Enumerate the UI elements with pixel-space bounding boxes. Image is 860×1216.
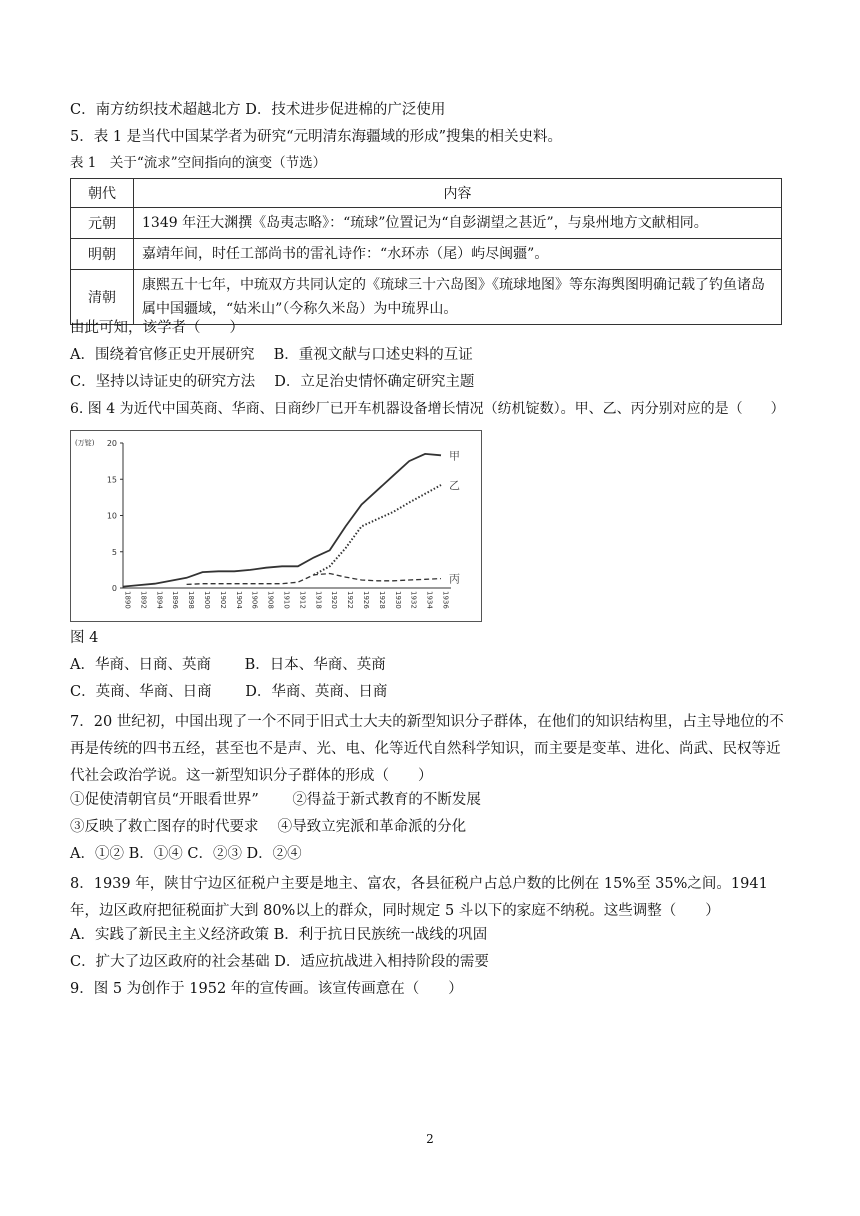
q7-options: A．①② B．①④ C．②③ D．②④ [70, 846, 302, 862]
y-axis-unit: (万锭) [75, 439, 95, 447]
row-content: 嘉靖年间，时任工部尚书的雷礼诗作：“水环赤（尾）屿尽闽疆”。 [134, 239, 782, 270]
q6-options-ab: A．华商、日商、英商 B．日本、华商、英商 [70, 657, 386, 673]
q5-question: 由此可知，该学者（ ） [70, 320, 244, 336]
x-tick-label: 1918 [314, 591, 323, 609]
x-tick-label: 1926 [362, 591, 370, 609]
series-line-甲 [123, 454, 441, 587]
row-content: 康熙五十七年，中琉双方共同认定的《琉球三十六岛图》《琉球地图》等东海舆图明确记载了钓鱼诸岛属中国疆域，“姑米山”（今称久米岛）为中琉界山。 [134, 270, 782, 325]
q5-options-ab: A．围绕着官修正史开展研究 B．重视文献与口述史料的互证 [70, 347, 473, 363]
x-tick-label: 1900 [203, 591, 211, 609]
series-label: 丙 [449, 572, 460, 586]
line-chart [71, 431, 481, 621]
x-tick-label: 1898 [187, 591, 196, 609]
x-tick-label: 1912 [298, 591, 307, 609]
figure-4-chart [70, 430, 482, 622]
q7-statements-12: ①促使清朝官员“开眼看世界” ②得益于新式教育的不断发展 [70, 792, 481, 808]
x-tick-label: 1908 [266, 591, 275, 609]
q4-options-cd: C．南方纺织技术超越北方 D．技术进步促进棉的广泛使用 [70, 102, 446, 118]
q8-stem: 8．1939 年，陕甘宁边区征税户主要是地主、富农，各县征税户占总户数的比例在 15%至 35%之间。1941 年，边区政府把征税面扩大到 80%以上的群众，同时规定 5 斗以下的家庭不纳税。这些调整（ ） [70, 876, 768, 919]
series-label: 甲 [449, 449, 460, 463]
header-content: 内容 [134, 179, 782, 208]
table1-caption: 表 1 关于“流求”空间指向的演变（节选） [70, 155, 327, 171]
q5-options-cd: C．坚持以诗证史的研究方法 D．立足治史情怀确定研究主题 [70, 374, 475, 390]
series-label: 乙 [449, 479, 460, 493]
q7-stem: 7．20 世纪初，中国出现了一个不同于旧式士大夫的新型知识分子群体，在他们的知识结构里，占主导地位的不再是传统的四书五经，甚至也不是声、光、电、化等近代自然科学知识，而主要是变革、进化、尚武、民权等近代社会政治学说。这一新型知识分子群体的形成（ ） [70, 714, 784, 784]
table-row [71, 270, 782, 325]
row-dynasty: 清朝 [71, 270, 134, 325]
x-tick-label: 1936 [441, 591, 450, 609]
q8-options-ab: A．实践了新民主主义经济政策 B．利于抗日民族统一战线的巩固 [70, 927, 488, 943]
y-tick-label: 5 [111, 547, 117, 557]
x-tick-label: 1906 [250, 591, 259, 609]
x-tick-label: 1922 [346, 591, 355, 609]
x-tick-label: 1932 [409, 591, 418, 609]
q6-stem: 6. 图 4 为近代中国英商、华商、日商纱厂已开车机器设备增长情况（纺机锭数）。甲、乙、丙分别对应的是（ ） [70, 401, 785, 417]
y-tick-label: 20 [106, 439, 117, 448]
x-tick-label: 1894 [155, 591, 164, 609]
series-line-乙 [314, 485, 441, 575]
y-tick-label: 15 [106, 475, 117, 485]
x-tick-label: 1910 [282, 591, 291, 609]
row-dynasty: 明朝 [71, 239, 134, 270]
table-1 [70, 178, 782, 325]
page-number: 2 [426, 1132, 434, 1146]
table-row [71, 208, 782, 239]
x-tick-label: 1892 [139, 591, 148, 609]
x-tick-label: 1920 [330, 591, 339, 609]
x-tick-label: 1890 [123, 591, 132, 609]
x-tick-label: 1896 [171, 591, 180, 609]
x-tick-label: 1934 [425, 591, 434, 609]
x-tick-label: 1928 [377, 591, 386, 609]
x-tick-label: 1902 [218, 591, 227, 609]
row-content: 1349 年汪大渊撰《岛夷志略》：“琉球”位置记为“自彭湖望之甚近”，与泉州地方文献相同。 [134, 208, 782, 239]
q7-statements-34: ③反映了救亡图存的时代要求 ④导致立宪派和革命派的分化 [70, 819, 467, 835]
figure-4-caption: 图 4 [70, 630, 99, 646]
table-header-row [71, 179, 782, 208]
x-tick-label: 1930 [393, 591, 402, 609]
table-row [71, 239, 782, 270]
q8-options-cd: C．扩大了边区政府的社会基础 D．适应抗战进入相持阶段的需要 [70, 954, 489, 970]
q5-stem: 5．表 1 是当代中国某学者为研究“元明清东海疆域的形成”搜集的相关史料。 [70, 129, 562, 145]
q6-options-cd: C．英商、华商、日商 D．华商、英商、日商 [70, 684, 388, 700]
q9-stem: 9．图 5 为创作于 1952 年的宣传画。该宣传画意在（ ） [70, 981, 463, 997]
y-tick-label: 0 [111, 584, 117, 593]
y-tick-label: 10 [106, 511, 117, 521]
series-line-丙 [187, 574, 441, 585]
row-dynasty: 元朝 [71, 208, 134, 239]
header-dynasty: 朝代 [71, 179, 134, 208]
x-tick-label: 1904 [234, 591, 243, 609]
